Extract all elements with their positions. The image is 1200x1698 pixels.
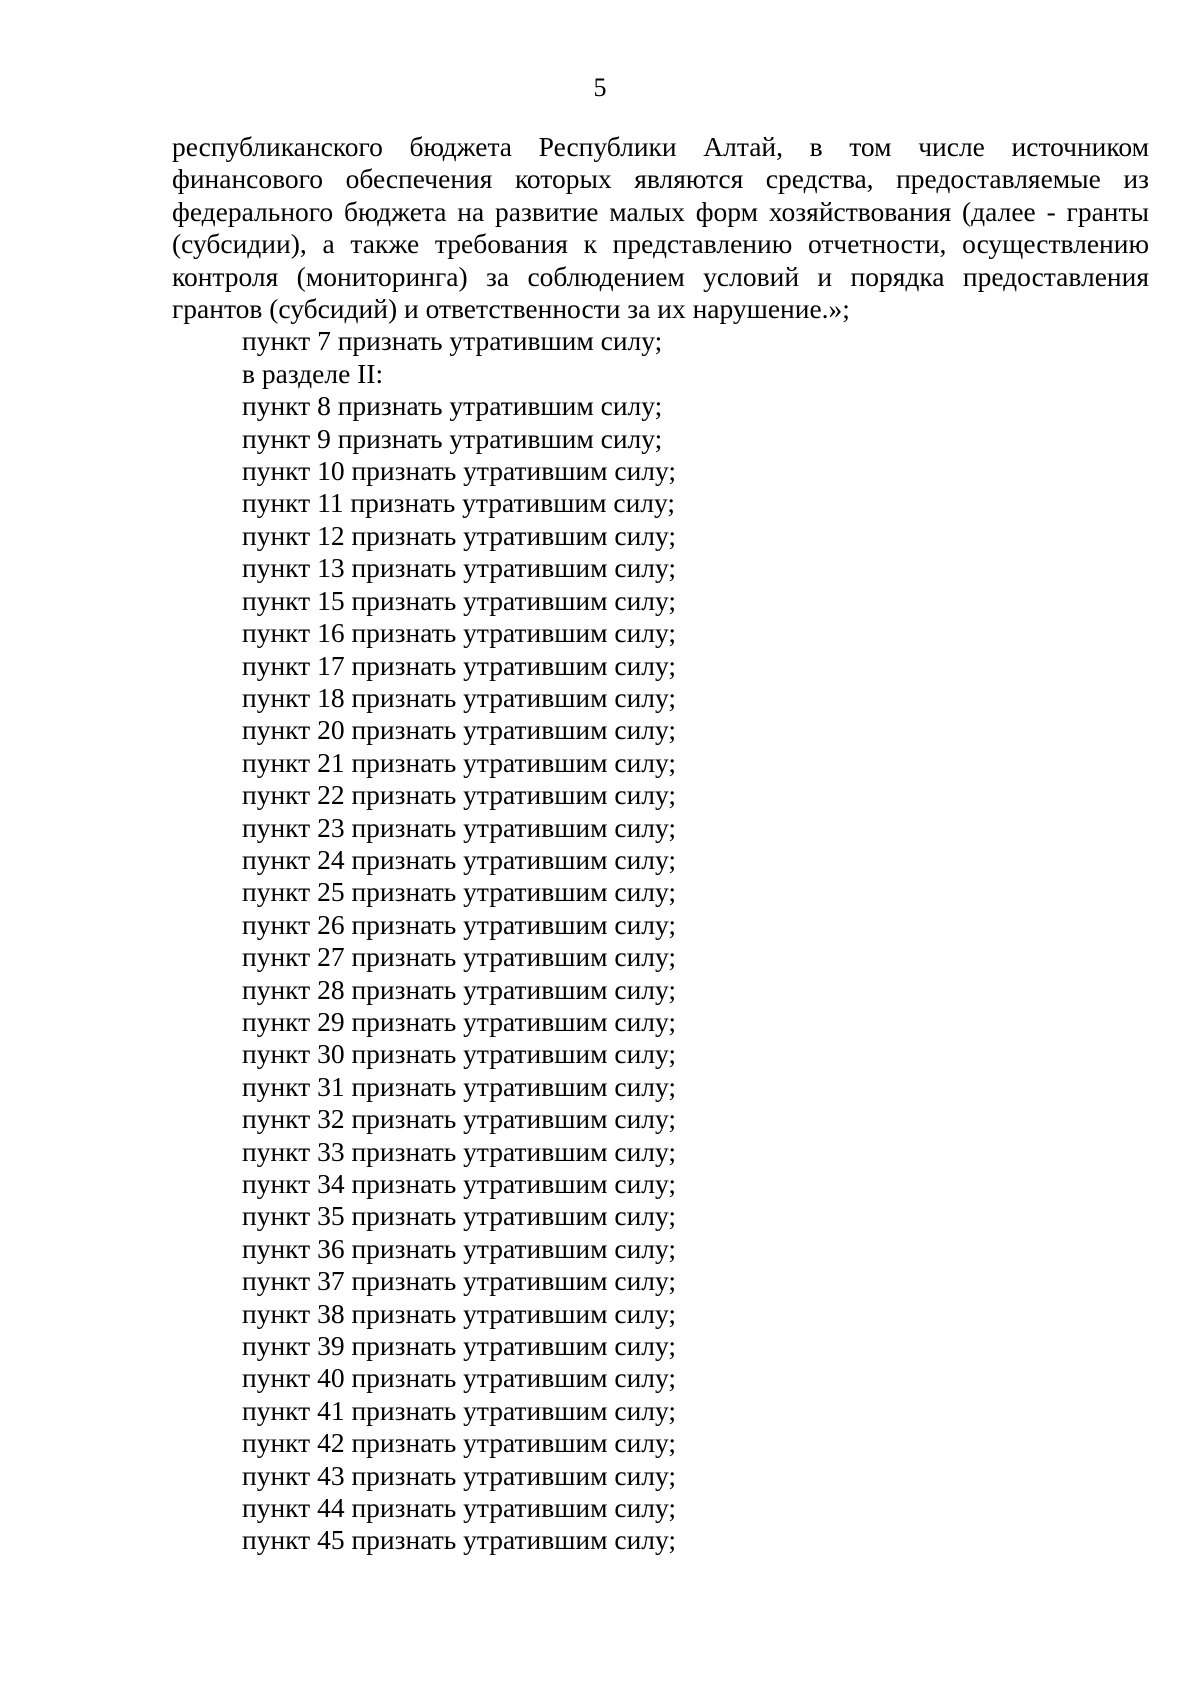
amendment-line: пункт 38 признать утратившим силу; [242, 1297, 677, 1329]
amendment-line: пункт 45 признать утратившим силу; [242, 1524, 677, 1556]
amendment-line: пункт 9 признать утратившим силу; [242, 422, 663, 454]
document-body [172, 131, 1149, 1557]
amendment-line: пункт 26 признать утратившим силу; [242, 908, 677, 940]
amendment-line: пункт 18 признать утратившим силу; [242, 681, 677, 713]
amendment-line: в разделе II: [242, 357, 384, 389]
amendment-line: пункт 32 признать утратившим силу; [242, 1103, 677, 1135]
amendment-line: пункт 20 признать утратившим силу; [242, 714, 677, 746]
intro-paragraph: республиканского бюджета Республики Алтай, в том числе источником финансового обеспечения которых являются средства, предоставляемые из федерального бюджета на развитие малых форм хозяйствования (далее - гранты (субсидии), а также требования к представлению отчетности, осуществлению контроля (мониторинга) за соблюдением условий и порядка предоставления грантов (субсидий) и ответственности за их нарушение.»; [172, 131, 1149, 325]
amendment-list [172, 325, 1149, 1556]
amendment-line: пункт 39 признать утратившим силу; [242, 1330, 677, 1362]
amendment-line: пункт 42 признать утратившим силу; [242, 1427, 677, 1459]
amendment-line: пункт 12 признать утратившим силу; [242, 519, 677, 551]
amendment-line: пункт 23 признать утратившим силу; [242, 811, 677, 843]
amendment-line: пункт 34 признать утратившим силу; [242, 1168, 677, 1199]
page-number: 5 [593, 73, 607, 102]
amendment-line: пункт 13 признать утратившим силу; [242, 552, 677, 584]
amendment-line: пункт 8 признать утратившим силу; [242, 390, 663, 422]
amendment-line: пункт 28 признать утратившим силу; [242, 973, 677, 1005]
amendment-line: пункт 36 признать утратившим силу; [242, 1232, 677, 1264]
amendment-line: пункт 30 признать утратившим силу; [242, 1038, 677, 1070]
amendment-line: пункт 11 признать утратившим силу; [242, 487, 676, 519]
amendment-line: пункт 41 признать утратившим силу; [242, 1394, 677, 1426]
amendment-line: пункт 29 признать утратившим силу; [242, 1005, 677, 1037]
amendment-line: пункт 17 признать утратившим силу; [242, 649, 677, 681]
amendment-line: пункт 22 признать утратившим силу; [242, 779, 677, 811]
amendment-line: пункт 10 признать утратившим силу; [242, 455, 677, 487]
amendment-line: пункт 31 признать утратившим силу; [242, 1070, 677, 1102]
amendment-line: пункт 16 признать утратившим силу; [242, 617, 677, 649]
amendment-line: пункт 37 признать утратившим силу; [242, 1265, 677, 1297]
amendment-line: пункт 33 признать утратившим силу; [242, 1135, 677, 1167]
amendment-line: пункт 40 признать утратившим силу; [242, 1362, 677, 1394]
amendment-line: пункт 21 признать утратившим силу; [242, 746, 677, 778]
amendment-line: пункт 24 признать утратившим силу; [242, 843, 677, 875]
amendment-line: пункт 35 признать утратившим силу; [242, 1200, 677, 1232]
amendment-line: пункт 44 признать утратившим силу; [242, 1492, 677, 1524]
amendment-line: пункт 43 признать утратившим силу; [242, 1459, 677, 1491]
amendment-line: пункт 25 признать утратившим силу; [242, 876, 677, 908]
amendment-line: пункт 27 признать утратившим силу; [242, 941, 677, 973]
amendment-line: пункт 7 признать утратившим силу; [242, 325, 663, 357]
amendment-line: пункт 15 признать утратившим силу; [242, 584, 677, 616]
